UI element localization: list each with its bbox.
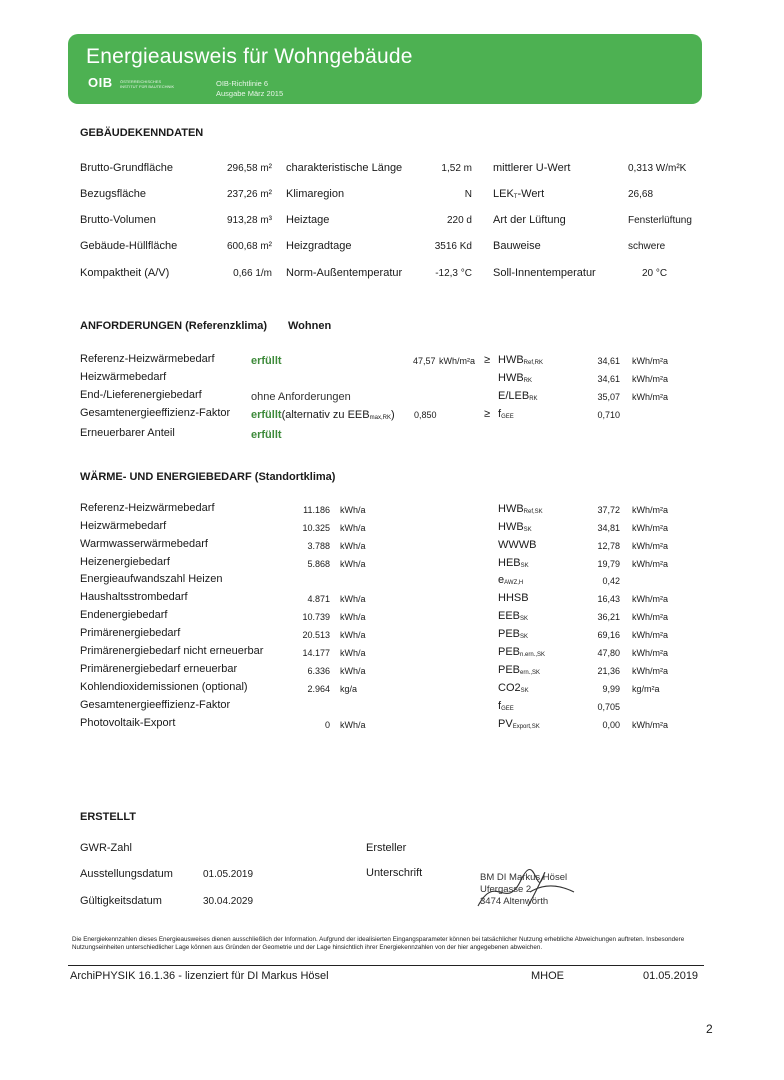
requirement-symbol-subscript: GEE bbox=[501, 414, 514, 420]
demand-label: Referenz-Heizwärmebedarf bbox=[80, 502, 215, 514]
requirement-label: Heizwärmebedarf bbox=[80, 371, 167, 383]
demand-specific: 19,79 bbox=[597, 559, 620, 569]
demand-unit: kWh/a bbox=[340, 612, 366, 622]
demand-symbol-symbol: f bbox=[498, 700, 502, 712]
creator-label: Ersteller bbox=[366, 842, 407, 854]
requirement-limit: 35,07 bbox=[597, 392, 620, 402]
building-value: 913,28 m³ bbox=[226, 215, 272, 226]
requirement-limit-unit: kWh/m²a bbox=[632, 392, 668, 402]
demand-value: 10.739 bbox=[302, 612, 330, 622]
requirement-symbol-symbol: HWB bbox=[498, 354, 524, 366]
building-label-suffix: -Wert bbox=[517, 188, 545, 200]
demand-symbol bbox=[498, 557, 529, 569]
building-value: Fensterlüftung bbox=[628, 215, 692, 226]
demand-symbol-subscript: Ref,SK bbox=[523, 509, 543, 515]
demand-specific: 16,43 bbox=[597, 594, 620, 604]
requirement-label: Referenz-Heizwärmebedarf bbox=[80, 353, 215, 365]
demand-unit: kWh/a bbox=[340, 648, 366, 658]
section-heading-demand: WÄRME- UND ENERGIEBEDARF (Standortklima) bbox=[80, 471, 336, 483]
demand-specific: 69,16 bbox=[597, 630, 620, 640]
requirement-status-extra: (alternativ zu EEB bbox=[281, 409, 370, 421]
demand-unit: kg/a bbox=[340, 684, 358, 694]
building-value: 0,313 W/m²K bbox=[628, 163, 687, 174]
building-label: Klimaregion bbox=[286, 188, 345, 200]
demand-symbol-subscript: SK bbox=[520, 563, 529, 569]
oib-logo: OIB bbox=[88, 75, 113, 90]
requirement-label: End-/Lieferenergiebedarf bbox=[80, 389, 202, 401]
building-value: 20 °C bbox=[642, 268, 668, 279]
demand-label: Kohlendioxidemissionen (optional) bbox=[80, 681, 248, 693]
demand-symbol-symbol: PV bbox=[498, 718, 513, 730]
demand-symbol bbox=[498, 521, 532, 533]
demand-symbol-subscript: SK bbox=[520, 616, 529, 622]
requirement-limit-unit: kWh/m²a bbox=[632, 374, 668, 384]
gwr-label: GWR-Zahl bbox=[80, 842, 132, 854]
demand-symbol-subscript: SK bbox=[523, 527, 532, 533]
demand-label: Primärenergiebedarf erneuerbar bbox=[80, 663, 238, 675]
demand-symbol bbox=[498, 700, 514, 712]
requirement-limit: 34,61 bbox=[597, 374, 620, 384]
demand-symbol bbox=[498, 610, 528, 622]
demand-value: 4.871 bbox=[307, 594, 330, 604]
building-label bbox=[493, 162, 570, 174]
requirement-status bbox=[251, 355, 282, 367]
demand-specific-unit: kWh/m²a bbox=[632, 648, 668, 658]
demand-symbol bbox=[498, 592, 529, 604]
requirement-status-extra-end: ) bbox=[390, 409, 395, 421]
demand-symbol bbox=[498, 718, 540, 730]
demand-value: 3.788 bbox=[307, 541, 330, 551]
building-value: 220 d bbox=[446, 215, 472, 226]
building-label: Gebäude-Hüllfläche bbox=[80, 240, 178, 252]
demand-symbol-symbol: PEB bbox=[498, 664, 521, 676]
building-label-text: Art der Lüftung bbox=[493, 214, 566, 226]
demand-unit: kWh/a bbox=[340, 523, 366, 533]
demand-unit: kWh/a bbox=[340, 720, 366, 730]
guideline-label: OIB-Richtlinie 6 bbox=[216, 79, 269, 88]
demand-symbol-symbol: WWWB bbox=[498, 539, 537, 551]
building-value: schwere bbox=[628, 241, 666, 252]
building-label: Norm-Außentemperatur bbox=[286, 267, 403, 279]
building-label: charakteristische Länge bbox=[286, 162, 403, 174]
requirement-comparator: ≥ bbox=[484, 408, 491, 420]
demand-specific: 34,81 bbox=[597, 523, 620, 533]
demand-symbol-symbol: PEB bbox=[498, 628, 521, 640]
building-label-subscript: T bbox=[513, 194, 518, 200]
demand-specific-unit: kWh/m²a bbox=[632, 523, 668, 533]
requirement-status bbox=[251, 409, 395, 421]
demand-specific-unit: kWh/m²a bbox=[632, 630, 668, 640]
demand-value: 10.325 bbox=[302, 523, 330, 533]
page-number: 2 bbox=[706, 1022, 713, 1036]
demand-symbol-symbol: HHSB bbox=[498, 592, 529, 604]
requirement-status-fulfilled: erfüllt bbox=[251, 409, 282, 421]
requirement-symbol-subscript: RK bbox=[523, 378, 533, 384]
demand-label: Heizwärmebedarf bbox=[80, 520, 167, 532]
demand-specific-unit: kg/m²a bbox=[632, 684, 660, 694]
requirement-symbol bbox=[498, 354, 543, 366]
demand-symbol-subscript: SK bbox=[520, 634, 529, 640]
demand-specific-unit: kWh/m²a bbox=[632, 612, 668, 622]
demand-value: 0 bbox=[324, 720, 330, 730]
demand-specific: 0,42 bbox=[602, 576, 620, 586]
demand-symbol bbox=[498, 539, 536, 551]
building-value: 0,66 1/m bbox=[233, 268, 272, 279]
demand-symbol-symbol: HWB bbox=[498, 521, 524, 533]
building-value: 1,52 m bbox=[441, 163, 472, 174]
demand-label: Haushaltsstrombedarf bbox=[80, 591, 188, 603]
valid-date-value: 30.04.2029 bbox=[203, 896, 254, 907]
demand-specific: 12,78 bbox=[597, 541, 620, 551]
demand-symbol-subscript: SK bbox=[520, 688, 529, 694]
building-value: 3516 Kd bbox=[434, 241, 472, 252]
building-value: 600,68 m² bbox=[226, 241, 272, 252]
demand-label: Gesamtenergieeffizienz-Faktor bbox=[80, 699, 231, 711]
building-label: Kompaktheit (A/V) bbox=[80, 267, 170, 279]
requirement-value: 47,57 bbox=[413, 356, 436, 366]
requirement-status-fulfilled: erfüllt bbox=[251, 429, 282, 441]
demand-symbol-symbol: HWB bbox=[498, 503, 524, 515]
certificate-header bbox=[68, 34, 702, 104]
requirement-limit: 34,61 bbox=[597, 356, 620, 366]
signature-stamp bbox=[466, 862, 586, 914]
demand-specific: 47,80 bbox=[597, 648, 620, 658]
issue-date-value: 01.05.2019 bbox=[203, 869, 254, 880]
demand-specific-unit: kWh/m²a bbox=[632, 559, 668, 569]
demand-symbol-subscript: AWZ,H bbox=[504, 580, 524, 586]
requirement-limit: 0,710 bbox=[597, 410, 620, 420]
demand-unit: kWh/a bbox=[340, 559, 366, 569]
requirement-symbol bbox=[498, 390, 538, 402]
demand-symbol bbox=[498, 574, 523, 586]
building-label: Brutto-Volumen bbox=[80, 214, 156, 226]
building-value: 237,26 m² bbox=[226, 189, 272, 200]
requirement-unit: kWh/m²a bbox=[439, 356, 475, 366]
demand-symbol-symbol: PEB bbox=[498, 646, 521, 658]
building-label-text: mittlerer U-Wert bbox=[493, 162, 571, 174]
demand-symbol-subscript: Export,SK bbox=[512, 724, 540, 730]
disclaimer-text: Die Energiekennzahlen dieses Energieausweises dienen ausschließlich der Information. Aufgrund der idealisierten Eingangsparameter können bei tatsächlicher Nutzung erhebliche Abweichungen auftreten. Insbesondere Nutzungseinheiten unterschiedlicher Lage können aus Gründen der Geometrie und der Lage hinsichtlich ihrer Energiekennzahlen von der hier angegebenen abweichen. bbox=[72, 936, 685, 951]
section-heading-building: GEBÄUDEKENNDATEN bbox=[80, 127, 204, 139]
demand-specific: 9,99 bbox=[602, 684, 620, 694]
demand-symbol-symbol: e bbox=[498, 574, 505, 586]
footer-date: 01.05.2019 bbox=[643, 970, 699, 982]
requirements-usage: Wohnen bbox=[288, 320, 332, 332]
stamp-line-3: 3474 Altenwörth bbox=[480, 896, 549, 907]
demand-label: Endenergiebedarf bbox=[80, 609, 168, 621]
demand-symbol-subscript: n.ern.,SK bbox=[520, 652, 546, 658]
demand-value: 6.336 bbox=[307, 666, 330, 676]
demand-specific-unit: kWh/m²a bbox=[632, 541, 668, 551]
demand-symbol-symbol: EEB bbox=[498, 610, 521, 622]
building-label bbox=[493, 188, 544, 200]
requirement-symbol-symbol: HWB bbox=[498, 372, 524, 384]
demand-label: Warmwasserwärmebedarf bbox=[80, 538, 208, 550]
stamp-line-2: Ufergasse 2 bbox=[480, 884, 532, 895]
demand-symbol-symbol: HEB bbox=[498, 557, 521, 569]
demand-specific: 37,72 bbox=[597, 505, 620, 515]
demand-symbol bbox=[498, 503, 543, 515]
demand-unit: kWh/a bbox=[340, 594, 366, 604]
demand-unit: kWh/a bbox=[340, 630, 366, 640]
demand-label: Primärenergiebedarf bbox=[80, 627, 181, 639]
building-label bbox=[493, 214, 566, 226]
demand-value: 14.177 bbox=[302, 648, 330, 658]
demand-label: Photovoltaik-Export bbox=[80, 717, 176, 729]
demand-symbol-subscript: ern.,SK bbox=[520, 670, 541, 676]
requirement-value: 0,850 bbox=[414, 410, 437, 420]
certificate-title: Energieausweis für Wohngebäude bbox=[86, 45, 413, 68]
demand-value: 2.964 bbox=[307, 684, 330, 694]
valid-date-label: Gültigkeitsdatum bbox=[80, 895, 162, 907]
building-value: N bbox=[464, 189, 472, 200]
requirement-status-extra-sub: max,RK bbox=[369, 415, 391, 421]
demand-specific: 21,36 bbox=[597, 666, 620, 676]
requirement-symbol-subscript: RK bbox=[529, 396, 538, 402]
demand-specific-unit: kWh/m²a bbox=[632, 594, 668, 604]
requirement-limit-unit: kWh/m²a bbox=[632, 356, 668, 366]
requirement-status-none: ohne Anforderungen bbox=[251, 391, 351, 403]
requirement-symbol-symbol: E/LEB bbox=[498, 390, 530, 402]
requirement-status-fulfilled: erfüllt bbox=[251, 355, 282, 367]
demand-label: Primärenergiebedarf nicht erneuerbar bbox=[80, 645, 264, 657]
demand-symbol bbox=[498, 664, 540, 676]
issue-date-label: Ausstellungsdatum bbox=[80, 868, 173, 880]
requirement-symbol bbox=[498, 372, 532, 384]
edition-label: Ausgabe März 2015 bbox=[216, 89, 284, 98]
demand-unit: kWh/a bbox=[340, 505, 366, 515]
building-value: -12,3 °C bbox=[435, 268, 472, 279]
signature-label: Unterschrift bbox=[366, 867, 423, 879]
demand-specific-unit: kWh/m²a bbox=[632, 666, 668, 676]
demand-value: 11.186 bbox=[303, 505, 330, 515]
demand-symbol-symbol: CO2 bbox=[498, 682, 521, 694]
demand-symbol bbox=[498, 646, 545, 658]
section-heading-created: ERSTELLT bbox=[80, 811, 137, 823]
demand-specific-unit: kWh/m²a bbox=[632, 720, 668, 730]
building-label: Heizgradtage bbox=[286, 240, 352, 252]
requirement-symbol-subscript: Ref,RK bbox=[523, 360, 544, 366]
building-label: Brutto-Grundfläche bbox=[80, 162, 173, 174]
stamp-line-1: BM DI Markus Hösel bbox=[480, 872, 568, 883]
footer-code: MHOE bbox=[531, 970, 564, 982]
requirement-symbol bbox=[498, 408, 514, 420]
footer-divider bbox=[68, 965, 704, 966]
demand-specific: 36,21 bbox=[597, 612, 620, 622]
institute-name: ÖSTERREICHISCHES INSTITUT FÜR BAUTECHNIK bbox=[120, 79, 175, 89]
demand-label: Energieaufwandszahl Heizen bbox=[80, 573, 223, 585]
building-label bbox=[493, 240, 541, 252]
demand-symbol-subscript: GEE bbox=[501, 706, 514, 712]
requirement-label: Gesamtenergieeffizienz-Faktor bbox=[80, 407, 231, 419]
demand-label: Heizenergiebedarf bbox=[80, 556, 170, 568]
demand-value: 20.513 bbox=[302, 630, 330, 640]
demand-unit: kWh/a bbox=[340, 666, 366, 676]
requirement-comparator: ≥ bbox=[484, 354, 491, 366]
demand-specific: 0,00 bbox=[602, 720, 620, 730]
building-value: 296,58 m² bbox=[226, 163, 272, 174]
footer-software: ArchiPHYSIK 16.1.36 - lizenziert für DI Markus Hösel bbox=[70, 970, 329, 982]
demand-specific: 0,705 bbox=[597, 702, 620, 712]
demand-value: 5.868 bbox=[307, 559, 330, 569]
requirement-label: Erneuerbarer Anteil bbox=[80, 427, 175, 439]
building-value: 26,68 bbox=[628, 189, 654, 200]
section-heading-requirements: ANFORDERUNGEN (Referenzklima) bbox=[80, 320, 268, 332]
building-label: Bezugsfläche bbox=[80, 188, 147, 200]
demand-symbol bbox=[498, 682, 529, 694]
building-label bbox=[493, 267, 596, 279]
demand-symbol bbox=[498, 628, 528, 640]
building-label-text: Soll-Innentemperatur bbox=[493, 267, 596, 279]
building-label: Heiztage bbox=[286, 214, 330, 226]
building-label-text: LEK bbox=[493, 188, 514, 200]
demand-unit: kWh/a bbox=[340, 541, 366, 551]
requirement-status bbox=[251, 429, 282, 441]
demand-specific-unit: kWh/m²a bbox=[632, 505, 668, 515]
requirement-symbol-symbol: f bbox=[498, 408, 502, 420]
building-label-text: Bauweise bbox=[493, 240, 541, 252]
